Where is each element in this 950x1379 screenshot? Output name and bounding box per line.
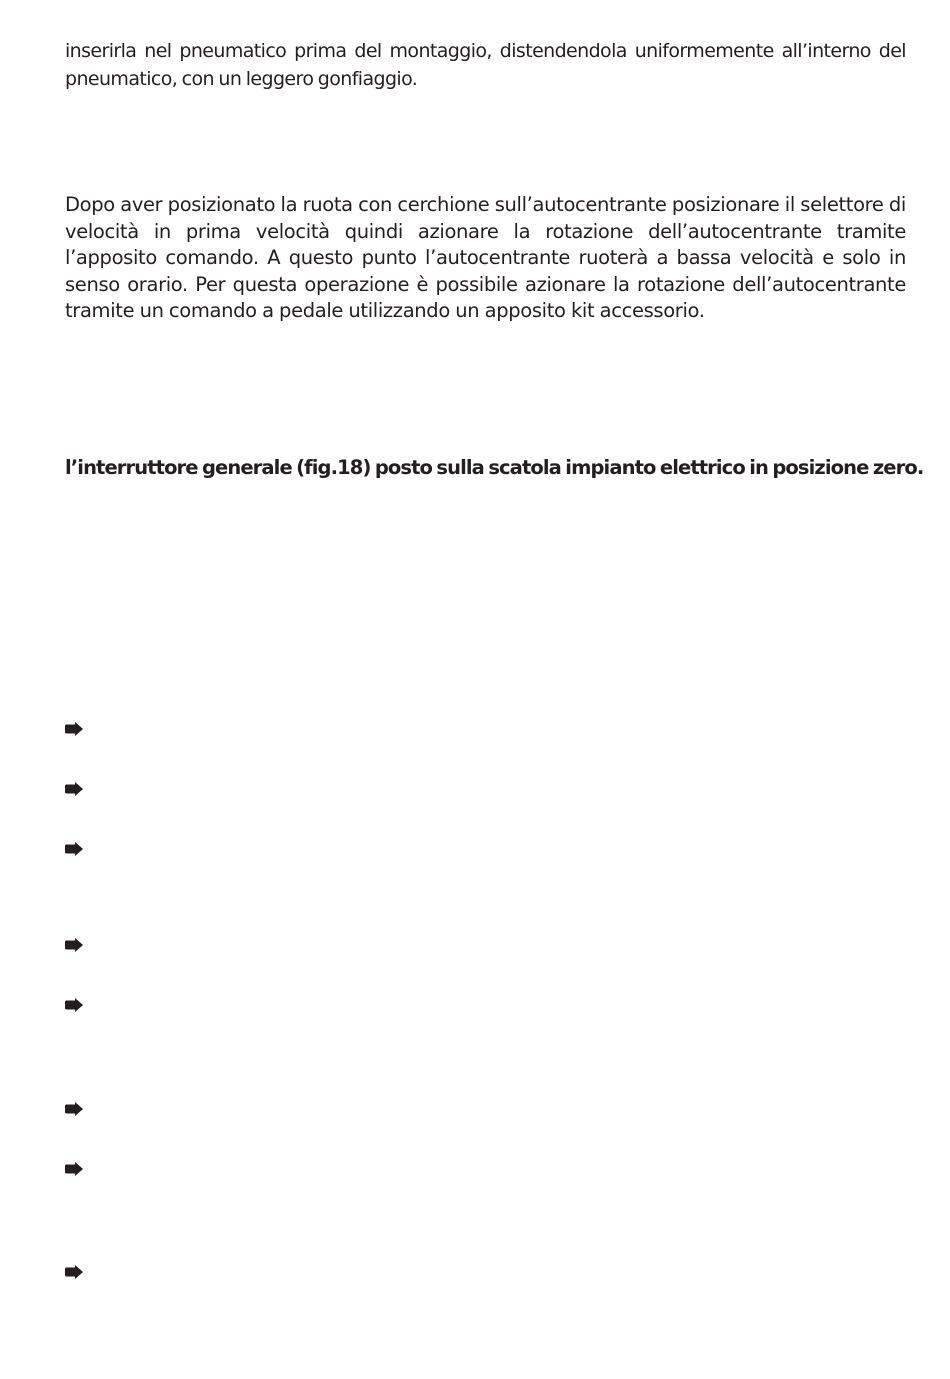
- right-arrow-bullet-icon: [64, 998, 86, 1012]
- paragraph-main-switch-warning: l’interruttore generale (fig.18) posto sulla scatola impianto elettrico in posizione zero.: [65, 456, 924, 479]
- paragraph-wheel-rotation: Dopo aver posizionato la ruota con cerchione sull’autocentrante posizionare il selettore di velocità in prima velocità quindi azionare la rotazione dell’autocentrante tramite l’apposito comando. A questo punto l’autocentrante ruoterà a bassa velocità e solo in senso orario. Per questa operazione è possibile azionare la rotazione dell’autocentrante tramite un comando a pedale utilizzando un apposito kit accessorio.: [65, 193, 906, 322]
- right-arrow-bullet-icon: [64, 1102, 86, 1116]
- paragraph-tyre-insertion: inserirla nel pneumatico prima del montaggio, distendendola uniformemente all’interno del pneumatico, con un leggero gonfiaggio.: [65, 40, 906, 90]
- right-arrow-bullet-icon: [64, 842, 86, 856]
- right-arrow-bullet-icon: [64, 1162, 86, 1176]
- right-arrow-bullet-icon: [64, 938, 86, 952]
- right-arrow-bullet-icon: [64, 1265, 86, 1279]
- right-arrow-bullet-icon: [64, 722, 86, 736]
- right-arrow-bullet-icon: [64, 782, 86, 796]
